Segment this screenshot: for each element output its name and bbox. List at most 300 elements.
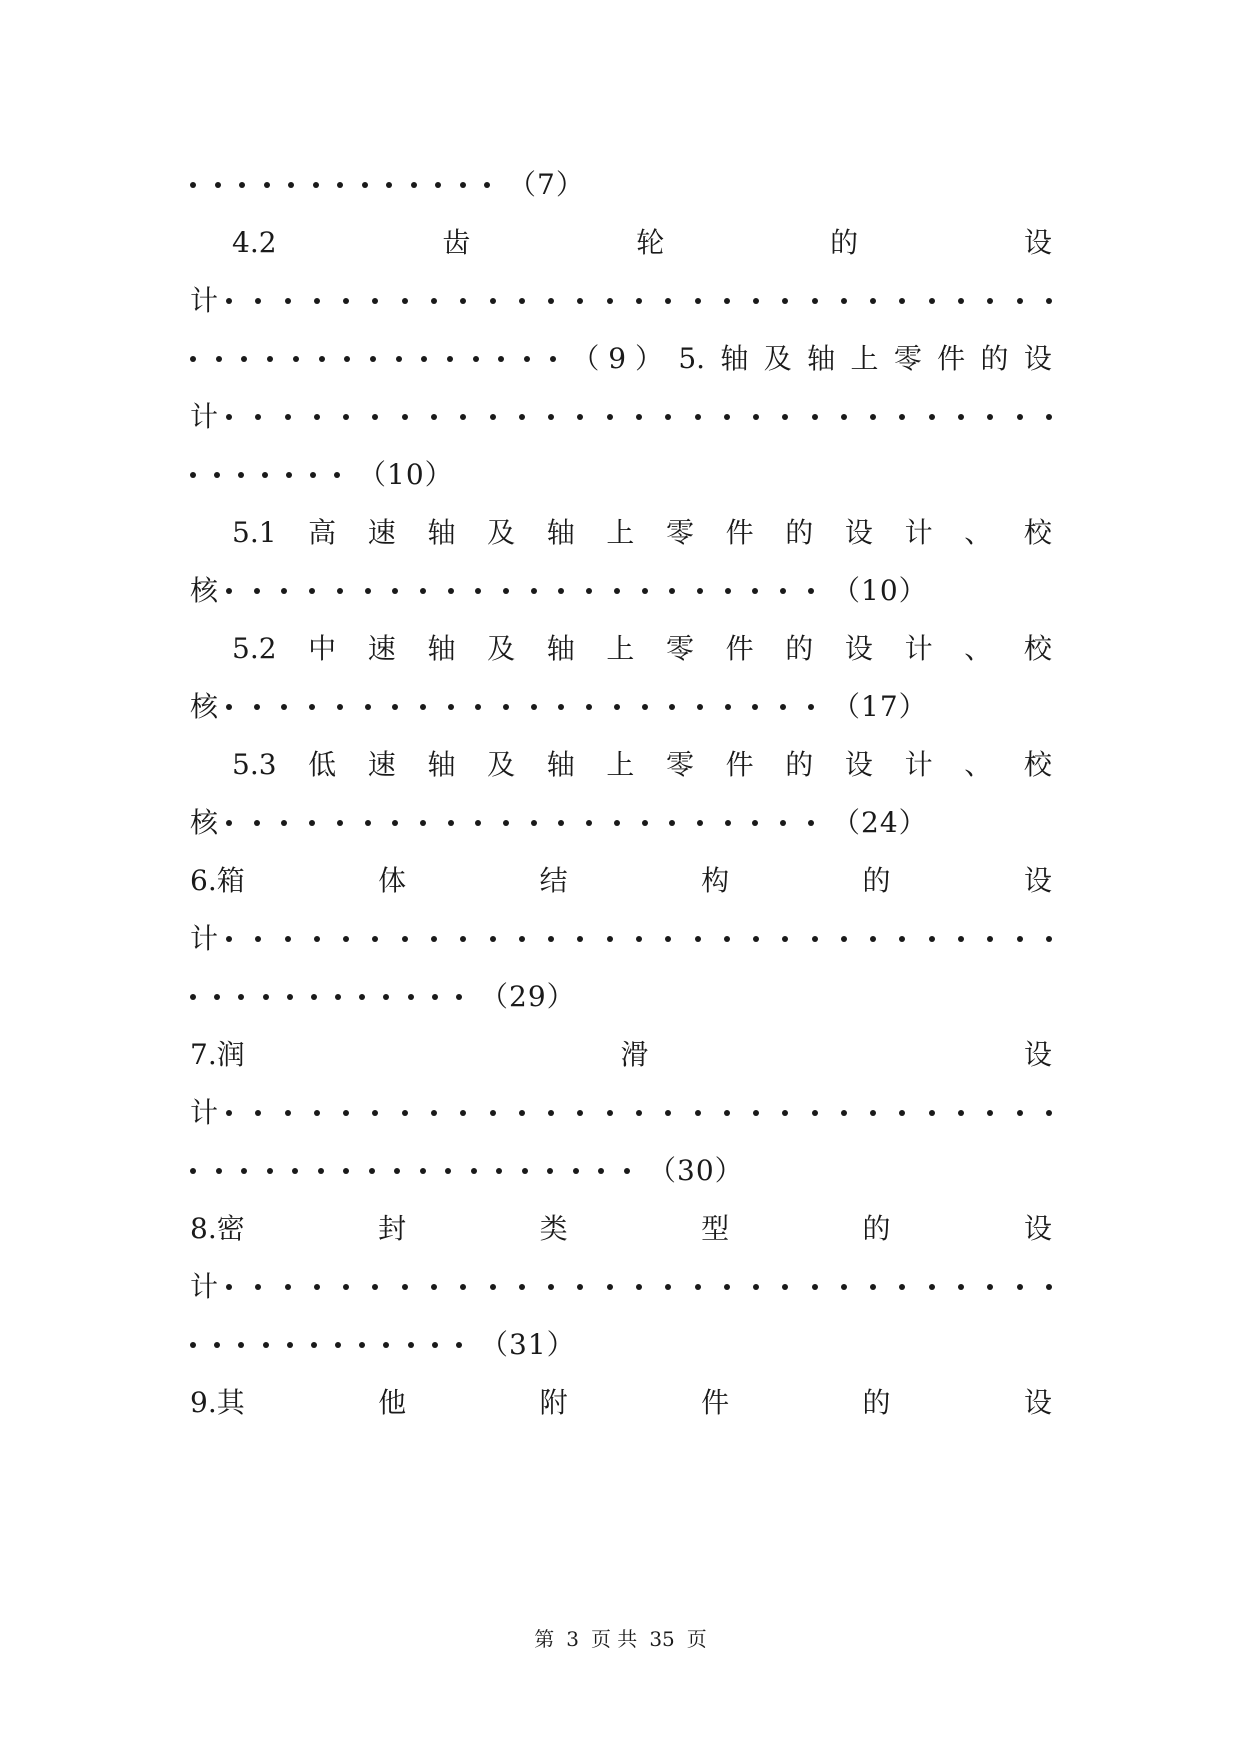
leader-dot [669,820,675,826]
leader-dot [958,1110,964,1116]
leader-dot [614,820,620,826]
leader-dot [396,356,402,362]
leader-dot [1017,298,1023,304]
leader-dot [285,414,291,420]
entry-char: 上 [606,748,635,781]
leader-dot [724,414,730,420]
leader-dot [870,1284,876,1290]
entry-char: 速 [367,516,396,549]
entry-char: 设 [1023,1212,1052,1245]
entry-char: 计 [190,284,219,317]
dot-leader [226,936,1052,942]
leader-dot [665,298,671,304]
leader-dot [752,820,758,826]
leader-dot [392,820,398,826]
entry-char: 计 [904,516,933,549]
leader-dot [490,936,496,942]
entry-char: 体 [378,864,407,897]
leader-dot [314,298,320,304]
leader-dot [292,1168,298,1174]
leader-dot [286,472,292,478]
leader-dot [238,472,244,478]
leader-dot [372,1284,378,1290]
leader-dot [448,588,454,594]
leader-dot [254,704,260,710]
leader-dot [460,414,466,420]
leader-dot [503,820,509,826]
footer-total-pages: 35 [649,1627,675,1651]
entry-char: 、 [964,748,993,781]
leader-dot [255,298,261,304]
leader-dot [285,1110,291,1116]
dot-leader [226,820,814,826]
leader-dot [309,820,315,826]
entry-char: 的 [785,516,814,549]
leader-dot [311,1342,317,1348]
leader-dot [239,182,245,188]
leader-dot [987,298,993,304]
leader-dot [226,298,232,304]
leader-dot [752,704,758,710]
leader-dot [314,1284,320,1290]
page-number: （10） [358,458,454,491]
leader-dot [343,936,349,942]
leader-dot [241,356,247,362]
entry-char: 的 [830,226,859,259]
leader-dot [841,936,847,942]
leader-dot [190,1342,196,1348]
leader-dot [263,994,269,1000]
leader-dot [724,1284,730,1290]
entry-char: 件 [725,632,754,665]
entry-char: 型 [701,1212,730,1245]
leader-dot [432,1342,438,1348]
entry-char: 封 [378,1212,407,1245]
leader-dot [1017,1110,1023,1116]
leader-dot [431,936,437,942]
leader-dot [987,936,993,942]
leader-dot [411,182,417,188]
footer-prefix: 第 [534,1627,555,1651]
leader-dot [669,588,675,594]
leader-dot [190,472,196,478]
leader-dot [343,1284,349,1290]
leader-dot [577,936,583,942]
toc-entry-4-2-leader [190,278,1052,324]
section-heading-start: 9.其 [190,1386,245,1419]
entry-char: 速 [367,632,396,665]
leader-dot [287,1342,293,1348]
leader-dot [531,704,537,710]
leader-dot [402,936,408,942]
leader-dot [226,820,232,826]
leader-dot [548,936,554,942]
leader-dot [255,414,261,420]
leader-dot [214,994,220,1000]
leader-dot [812,298,818,304]
leader-dot [1017,414,1023,420]
leader-dot [519,414,525,420]
entry-char: 轴 [807,342,836,375]
entry-char: 上 [606,632,635,665]
leader-dot [498,356,504,362]
leader-dot [636,298,642,304]
entry-char: 计 [904,632,933,665]
toc-entry-8 [190,1206,1052,1252]
entry-char: 零 [893,342,922,375]
leader-dot [431,1110,437,1116]
leader-dot [665,1284,671,1290]
dot-leader [190,994,462,1000]
toc-entry-5-3 [232,742,1052,788]
dot-leader [226,588,814,594]
leader-dot [519,1284,525,1290]
toc-entry-7-continuation [190,1148,1052,1194]
leader-dot [394,1168,400,1174]
leader-dot [344,356,350,362]
leader-dot [408,1342,414,1348]
leader-dot [1046,1284,1052,1290]
leader-dot [343,1110,349,1116]
leader-dot [958,1284,964,1290]
entry-char: 的 [862,1386,891,1419]
leader-dot [642,820,648,826]
section-number: 5.3 [232,748,277,781]
page-footer [0,1624,1241,1654]
leader-dot [334,472,340,478]
leader-dot [190,182,196,188]
toc-entry-5-2-leader [190,684,1052,730]
leader-dot [190,356,196,362]
leader-dot [780,704,786,710]
leader-dot [1017,936,1023,942]
leader-dot [254,588,260,594]
leader-dot [1046,298,1052,304]
leader-dot [695,414,701,420]
toc-entry-5-3-leader [190,800,1052,846]
entry-char: 设 [1023,864,1052,897]
leader-dot [447,356,453,362]
dot-leader [190,182,490,188]
leader-dot [607,936,613,942]
leader-dot [408,994,414,1000]
leader-dot [226,588,232,594]
entry-char: 附 [539,1386,568,1419]
leader-dot [958,936,964,942]
leader-dot [636,1284,642,1290]
leader-dot [929,414,935,420]
section-number: 5.2 [232,632,277,665]
leader-dot [695,298,701,304]
leader-dot [503,588,509,594]
leader-dot [365,588,371,594]
entry-char: 上 [606,516,635,549]
leader-dot [780,820,786,826]
leader-dot [431,1284,437,1290]
leader-dot [725,820,731,826]
leader-dot [586,588,592,594]
leader-dot [431,414,437,420]
leader-dot [753,936,759,942]
leader-dot [226,1284,232,1290]
leader-dot [519,1110,525,1116]
page-number: （29） [480,980,576,1013]
leader-dot [490,298,496,304]
toc-entry-5-continuation [190,452,1052,498]
leader-dot [241,1168,247,1174]
leader-dot [255,936,261,942]
entry-char: 轮 [636,226,665,259]
leader-dot [343,414,349,420]
leader-dot [431,298,437,304]
leader-dot [365,704,371,710]
dot-leader [226,1284,1052,1290]
leader-dot [263,1342,269,1348]
leader-dot [1017,1284,1023,1290]
leader-dot [782,298,788,304]
page-number: （ 9 ） [571,342,663,375]
leader-dot [1046,414,1052,420]
leader-dot [215,182,221,188]
entry-char: 低 [308,748,337,781]
page-number: （7） [508,168,585,201]
entry-char: 的 [980,342,1009,375]
leader-dot [386,182,392,188]
entry-char: 、 [964,516,993,549]
section-heading-start: 6.箱 [190,864,245,897]
entry-char: 的 [785,632,814,665]
leader-dot [420,588,426,594]
leader-dot [780,588,786,594]
leader-dot [335,1342,341,1348]
leader-dot [420,704,426,710]
leader-dot [490,1110,496,1116]
leader-dot [665,414,671,420]
leader-dot [870,936,876,942]
leader-dot [318,1168,324,1174]
footer-mid: 页 共 [590,1627,638,1651]
leader-dot [548,298,554,304]
leader-dot [669,704,675,710]
leader-dot [841,1110,847,1116]
leader-dot [607,298,613,304]
leader-dot [372,414,378,420]
leader-dot [309,704,315,710]
leader-dot [548,1110,554,1116]
leader-dot [285,298,291,304]
leader-dot [484,182,490,188]
entry-char: 轴 [720,342,749,375]
entry-char: 高 [308,516,337,549]
entry-char: 设 [1023,1038,1052,1071]
leader-dot [313,182,319,188]
leader-dot [460,1110,466,1116]
leader-dot [753,414,759,420]
toc-entry-6-leader [190,916,1052,962]
leader-dot [475,820,481,826]
leader-dot [929,1284,935,1290]
leader-dot [281,588,287,594]
leader-dot [460,182,466,188]
leader-dot [475,588,481,594]
leader-dot [987,1284,993,1290]
entry-char: 计 [190,400,219,433]
leader-dot [624,1168,630,1174]
leader-dot [958,414,964,420]
leader-dot [642,704,648,710]
leader-dot [929,936,935,942]
leader-dot [899,936,905,942]
section-heading-start: 8.密 [190,1212,245,1245]
leader-dot [598,1168,604,1174]
entry-char: 计 [190,1270,219,1303]
entry-char: 的 [862,1212,891,1245]
leader-dot [607,1284,613,1290]
toc-entry-8-continuation [190,1322,1052,1368]
leader-dot [958,298,964,304]
toc-entry-5-1-leader [190,568,1052,614]
leader-dot [402,1284,408,1290]
leader-dot [558,704,564,710]
leader-dot [475,704,481,710]
leader-dot [531,820,537,826]
entry-char: 件 [937,342,966,375]
leader-dot [402,298,408,304]
toc-entry-5-2 [232,626,1052,672]
leader-dot [808,820,814,826]
toc-entry-7-leader [190,1090,1052,1136]
leader-dot [841,414,847,420]
leader-dot [314,414,320,420]
leader-dot [402,414,408,420]
dot-leader [226,704,814,710]
leader-dot [558,820,564,826]
leader-dot [456,994,462,1000]
dot-leader [226,1110,1052,1116]
leader-dot [870,298,876,304]
leader-dot [665,936,671,942]
toc-entry-6 [190,858,1052,904]
leader-dot [987,414,993,420]
leader-dot [531,588,537,594]
entry-char: 、 [964,632,993,665]
dot-leader [190,472,340,478]
leader-dot [586,704,592,710]
leader-dot [548,1284,554,1290]
leader-dot [573,1168,579,1174]
entry-char: 零 [666,748,695,781]
leader-dot [392,588,398,594]
leader-dot [586,820,592,826]
leader-dot [310,472,316,478]
leader-dot [636,936,642,942]
entry-char: 计 [904,748,933,781]
leader-dot [782,936,788,942]
leader-dot [190,1168,196,1174]
leader-dot [899,1284,905,1290]
leader-dot [753,1110,759,1116]
leader-dot [372,298,378,304]
leader-dot [899,298,905,304]
toc-entry-8-leader [190,1264,1052,1310]
entry-char: 件 [701,1386,730,1419]
page-number: （17） [832,690,928,723]
toc-entry-4-2 [232,220,1052,266]
leader-dot [337,704,343,710]
entry-char: 设 [844,516,873,549]
toc-entry-5 [190,336,1052,382]
entry-char: 轴 [546,516,575,549]
leader-dot [267,1168,273,1174]
entry-char: 他 [378,1386,407,1419]
leader-dot [577,298,583,304]
entry-char: 计 [190,1096,219,1129]
page-number: （30） [648,1154,744,1187]
leader-dot [473,356,479,362]
leader-dot [216,356,222,362]
leader-dot [1046,936,1052,942]
leader-dot [724,298,730,304]
leader-dot [319,356,325,362]
leader-dot [752,588,758,594]
entry-char: 件 [725,516,754,549]
entry-char: 的 [862,864,891,897]
section-number: 5. [678,342,706,375]
leader-dot [293,356,299,362]
leader-dot [695,936,701,942]
leader-dot [724,936,730,942]
leader-dot [870,414,876,420]
leader-dot [607,1110,613,1116]
entry-char: 及 [487,632,516,665]
leader-dot [287,994,293,1000]
leader-dot [254,820,260,826]
leader-dot [460,936,466,942]
leader-dot [365,820,371,826]
leader-dot [607,414,613,420]
leader-dot [642,588,648,594]
leader-dot [782,414,788,420]
leader-dot [577,414,583,420]
leader-dot [524,356,530,362]
leader-dot [370,356,376,362]
leader-dot [420,1168,426,1174]
entry-char: 及 [487,748,516,781]
leader-dot [547,1168,553,1174]
entry-char: 设 [844,632,873,665]
leader-dot [725,588,731,594]
leader-dot [281,820,287,826]
leader-dot [577,1284,583,1290]
dot-leader [190,1342,462,1348]
entry-char: 计 [190,922,219,955]
leader-dot [1046,1110,1052,1116]
leader-dot [496,1168,502,1174]
leader-dot [870,1110,876,1116]
leader-dot [460,298,466,304]
footer-current-page: 3 [566,1627,579,1651]
leader-dot [697,704,703,710]
entry-char: 校 [1023,632,1052,665]
entry-char: 件 [725,748,754,781]
leader-dot [262,472,268,478]
leader-dot [238,1342,244,1348]
entry-char: 设 [1023,342,1052,375]
leader-dot [267,356,273,362]
entry-char: 设 [1023,1386,1052,1419]
leader-dot [782,1284,788,1290]
leader-dot [665,1110,671,1116]
